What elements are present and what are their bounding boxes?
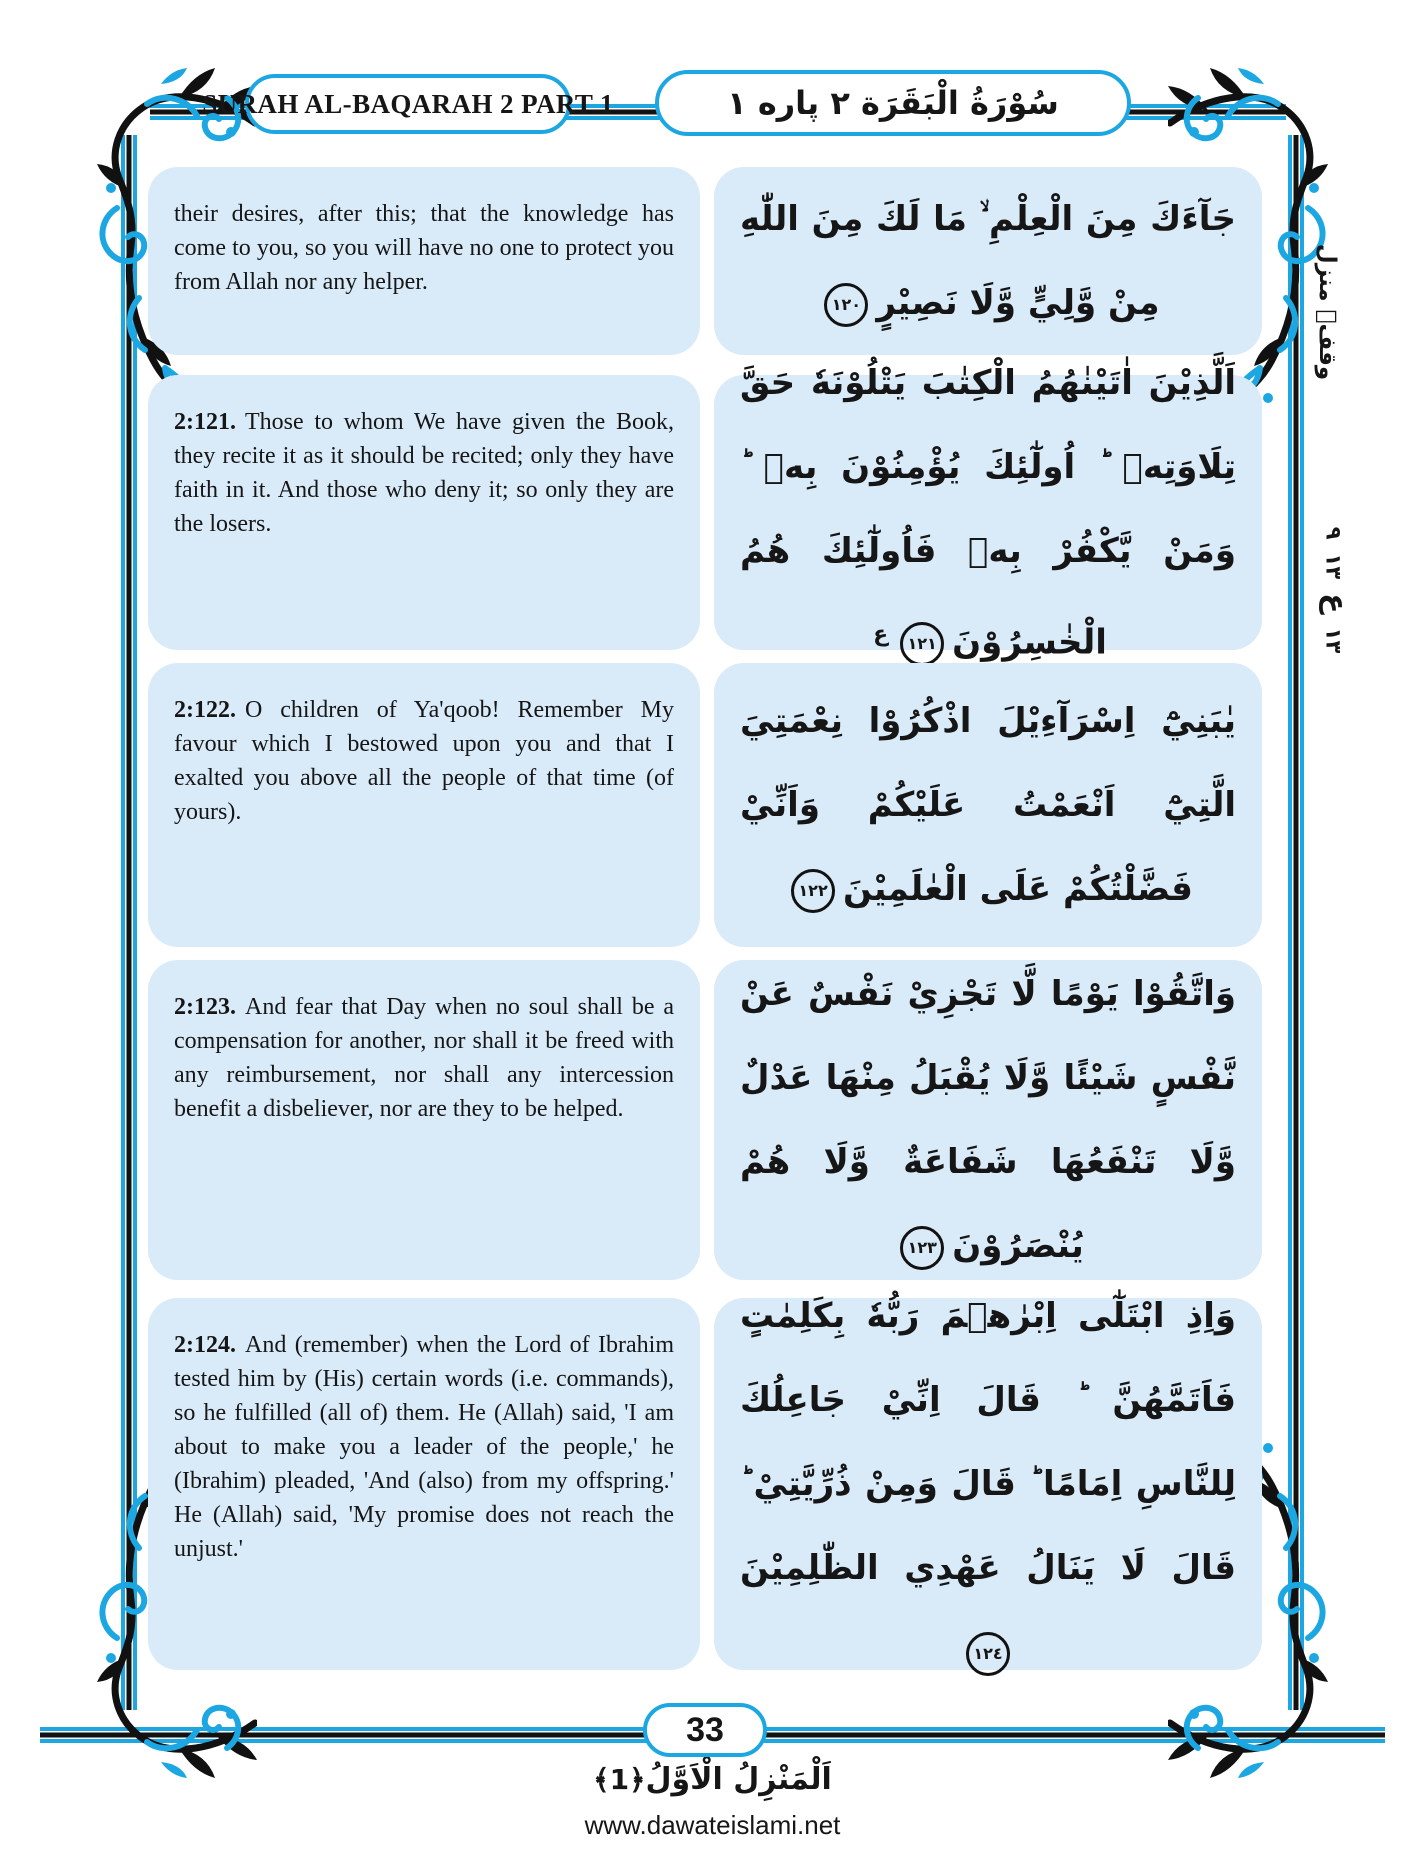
page-title-en: SURAH AL-BAQARAH 2 PART 1 [202,88,614,119]
arabic-box [714,167,1262,355]
ayah-marker: ١٢٢ [791,869,835,913]
arabic-box [714,960,1262,1280]
arabic-text: وَاِذِ ابْتَلٰٓى اِبْرٰهٖمَ رَبُّهٗ بِكَلِمٰتٍ فَاَتَمَّهُنَّ ؕ قَالَ اِنِّيْ جَاعِلُكَ لِلنَّاسِ اِمَامًا ؕ قَالَ وَمِنْ ذُرِّيَّتِيْ ؕ قَالَ لَا يَنَالُ عَهْدِي الظّٰلِمِيْنَ ١٢٤ [740,1274,1236,1694]
page-number-capsule [643,1703,767,1757]
verse-number: 2:124. [174,1332,236,1358]
arabic-text: وَاتَّقُوْا يَوْمًا لَّا تَجْزِيْ نَفْسٌ عَنْ نَّفْسٍ شَيْئًا وَّلَا يُقْبَلُ مِنْهَا عَدْلٌ وَّلَا تَنْفَعُهَا شَفَاعَةٌ وَّلَا هُمْ يُنْصَرُوْنَ ١٢٣ [740,952,1236,1288]
arabic-text: اَلَّذِيْنَ اٰتَيْنٰهُمُ الْكِتٰبَ يَتْلُوْنَهٗ حَقَّ تِلَاوَتِهٖ ؕ اُولٰٓئِكَ يُؤْمِنُوْنَ بِهٖ ؕ وَمَنْ يَّكْفُرْ بِهٖ فَاُولٰٓئِكَ هُمُ الْخٰسِرُوْنَ ١٢١ $^ع$ [740,341,1236,684]
translation-text: And (remember) when the Lord of Ibrahim tested him by (His) certain words (i.e. commands), so he fulfilled (all of) them. He (Allah) said, 'I am about to make you a leader of the people,' he (Ibrahim) pleaded, 'And (also) from my offspring.' He (Allah) said, 'My promise does not reach the unjust.' [174,1332,674,1562]
ruku-marker: ع [873,621,889,647]
ruku-count-inner: ٩ [1321,526,1346,540]
verse-row [148,167,1262,355]
ayah-marker: ١٢٣ [900,1226,944,1270]
page-title-ar: سُوْرَةُ الْبَقَرَة ٢ پاره ١ [727,84,1059,122]
verse-number: 2:123. [174,994,236,1020]
translation-box [148,1298,700,1670]
ayah-marker: ١٢٠ [824,283,868,327]
translation-box [148,375,700,650]
margin-ruku-marker [1319,520,1354,661]
translation-text: their desires, after this; that the knowledge has come to you, so you will have no one to protect you from Allah nor any helper. [174,201,674,295]
verse-table [148,167,1262,1670]
margin-waqf-note: وقفۤ منزل [1314,243,1340,381]
translation-box [148,167,700,355]
manzil-number: ﴿1﴾ [593,1763,646,1796]
verse-number: 2:121. [174,409,236,435]
verse-row [148,362,1262,663]
website-url: www.dawateislami.net [584,1810,841,1840]
ruku-count-top: ١٣ [1321,627,1346,654]
page-number: 33 [686,1710,724,1749]
header-title-capsule-ar [655,70,1131,136]
translation-text: O children of Ya'qoob! Remember My favour which I bestowed upon you and that I exalted you above all the people of that time (of yours). [174,697,674,825]
verse-row [148,663,1262,947]
arabic-box [714,1298,1262,1670]
verse-number: 2:122. [174,697,236,723]
translation-text: Those to whom We have given the Book, they recite it as it should be recited; only they have faith in it. And those who deny it; so only they are the losers. [174,409,674,537]
verse-row [148,1298,1262,1670]
ruku-ain-glyph: ع [1318,593,1354,614]
arabic-box [714,663,1262,947]
ayah-marker: ١٢١ [900,622,944,666]
arabic-text: جَآءَكَ مِنَ الْعِلْمِ ۙ مَا لَكَ مِنَ اللّٰهِ مِنْ وَّلِيٍّ وَّلَا نَصِيْرٍ ١٢٠ [740,177,1236,345]
manzil-label: اَلْمَنْزِلُ الْاَوَّلُ﴿1﴾ [593,1762,832,1797]
translation-text: And fear that Day when no soul shall be a compensation for another, nor shall it be freed with any reimbursement, nor shall any intercession benefit a disbeliever, nor are they to be helped. [174,994,674,1122]
ayah-marker: ١٢٤ [966,1632,1010,1676]
arabic-box [714,362,1262,663]
arabic-text: يٰبَنِيْٓ اِسْرَآءِيْلَ اذْكُرُوْا نِعْمَتِيَ الَّتِيْٓ اَنْعَمْتُ عَلَيْكُمْ وَاَنِّيْ فَضَّلْتُكُمْ عَلَى الْعٰلَمِيْنَ ١٢٢ [740,679,1236,931]
ruku-count-bottom: ١٣ [1321,553,1346,580]
header-title-capsule-en [202,74,614,134]
translation-box [148,663,700,947]
verse-row [148,960,1262,1280]
translation-box [148,960,700,1280]
